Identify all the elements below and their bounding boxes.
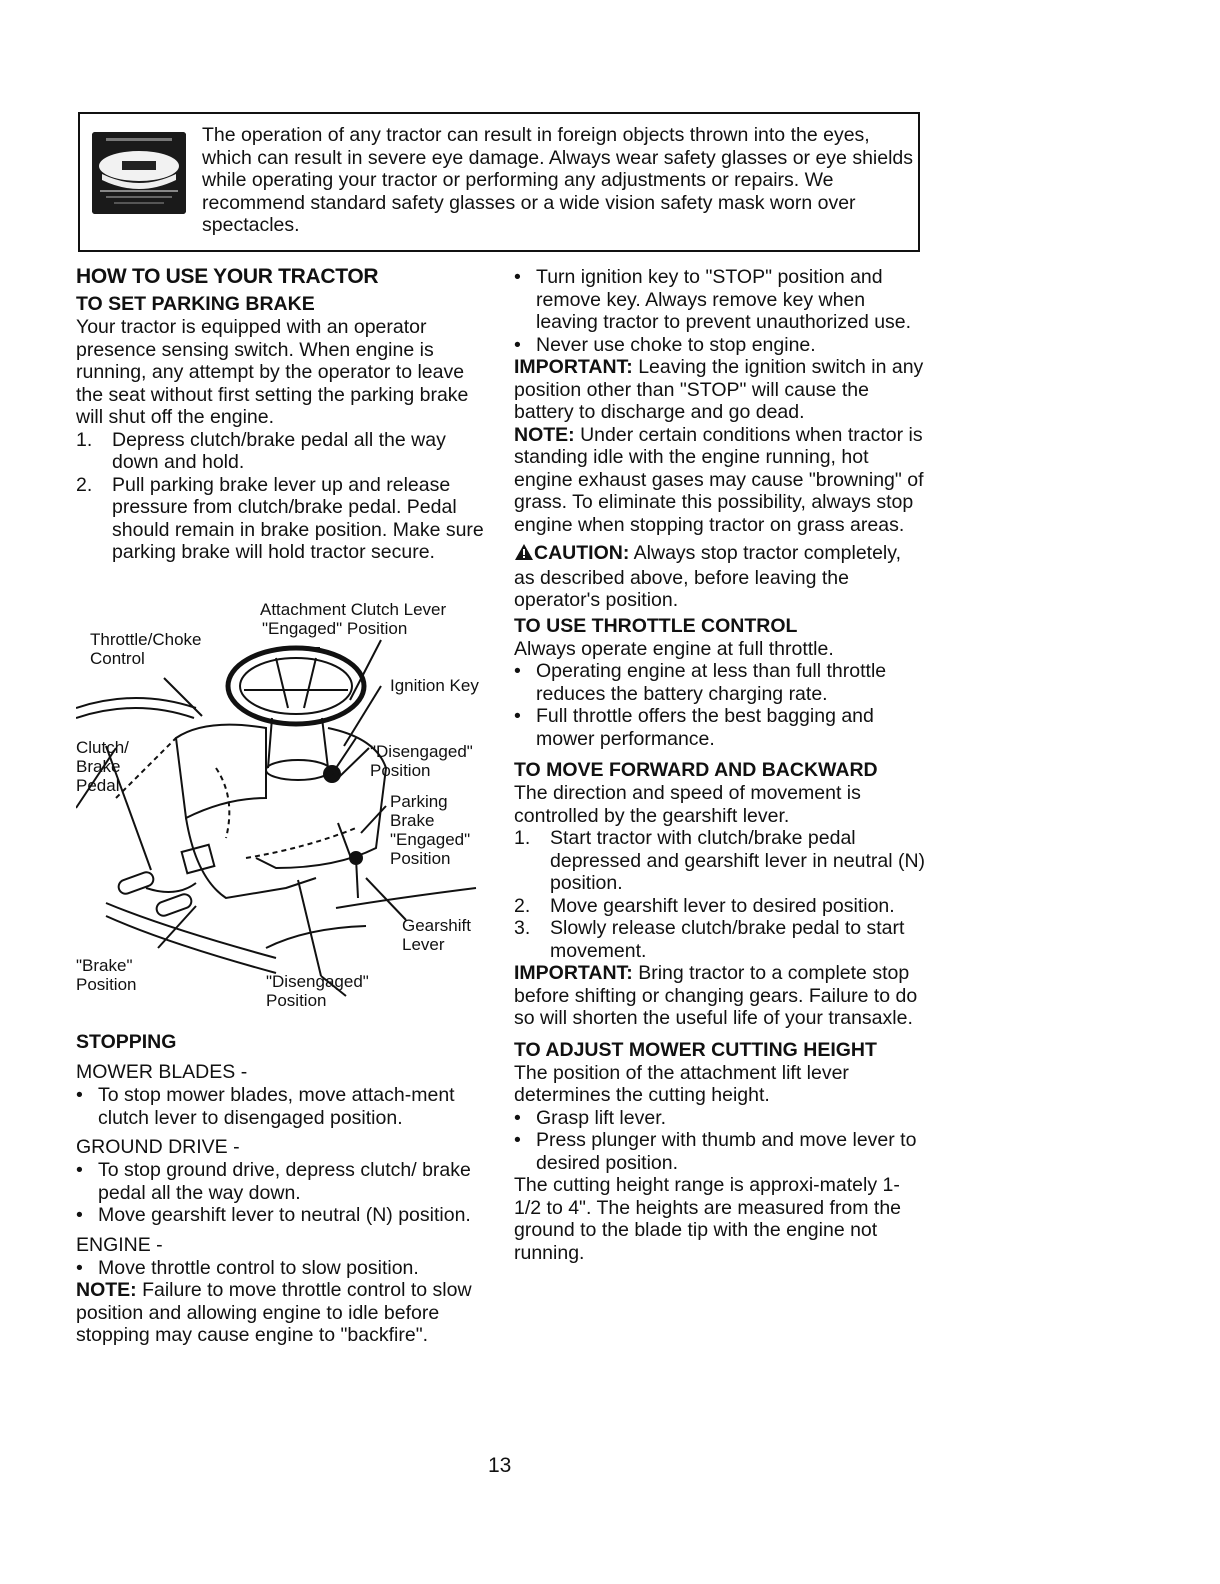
- parking-step-2: [76, 474, 486, 564]
- label-clutch-brake-pedal: Clutch/ Brake Pedal: [76, 738, 129, 795]
- note-browning: NOTE: Under certain conditions when tractor is standing idle with the engine running, hot engine exhaust gases may cause "browning" of grass. To eliminate this possibility, always stop engine when stopping tractor on grass areas.: [514, 423, 924, 536]
- bullet-item: • Full throttle offers the best bagging and mower performance.: [514, 705, 874, 750]
- safety-warning-box: [78, 112, 920, 252]
- step-text: Pull parking brake lever up and release pressure from clutch/brake pedal. Pedal should remain in brake position. Make sure parking brake will hold tractor secure.: [112, 473, 484, 563]
- throttle-heading: TO USE THROTTLE CONTROL: [514, 614, 798, 637]
- label-parking-brake: Parking Brake "Engaged" Position: [390, 792, 471, 868]
- right-column: [514, 266, 926, 1264]
- bullet-item: • Turn ignition key to "STOP" position and remove key. Always remove key when leaving tractor to prevent unauthorized use.: [514, 266, 912, 333]
- important-ignition: IMPORTANT: Leaving the ignition switch in any position other than "STOP" will cause the battery to discharge and go dead.: [514, 356, 924, 423]
- parking-brake-heading: TO SET PARKING BRAKE: [76, 293, 315, 315]
- cutting-height-heading: TO ADJUST MOWER CUTTING HEIGHT: [514, 1038, 877, 1061]
- stopping-section: [76, 1028, 486, 1347]
- move-step-3: 3. Slowly release clutch/brake pedal to start movement.: [514, 917, 905, 962]
- bullet-item: • Move throttle control to slow position.: [76, 1256, 419, 1279]
- safety-glasses-icon: [92, 132, 186, 214]
- move-heading: TO MOVE FORWARD AND BACKWARD: [514, 759, 878, 781]
- label-brake-position: "Brake" Position: [76, 956, 137, 994]
- parking-step-1: [76, 429, 486, 474]
- label-throttle-choke: Throttle/Choke Control: [90, 630, 202, 668]
- label-attachment-clutch: Attachment Clutch Lever "Engaged" Position: [260, 600, 447, 638]
- step-number: 2.: [76, 473, 93, 496]
- move-step-1: 1. Start tractor with clutch/brake pedal depressed and gearshift lever in neutral (N) position.: [514, 827, 926, 894]
- step-number: 1.: [76, 428, 93, 451]
- section-title: HOW TO USE YOUR TRACTOR: [76, 265, 379, 288]
- bullet-item: • Never use choke to stop engine.: [514, 333, 816, 356]
- mower-blades-heading: MOWER BLADES -: [76, 1061, 248, 1083]
- page-number: 13: [488, 1454, 512, 1477]
- bullet-item: • Operating engine at less than full throttle reduces the battery charging rate.: [514, 660, 887, 705]
- bullet-item: • To stop ground drive, depress clutch/ brake pedal all the way down.: [76, 1159, 471, 1204]
- tractor-controls-illustration: [76, 598, 500, 1018]
- bullet-item: • To stop mower blades, move attach-ment clutch lever to disengaged position.: [76, 1084, 455, 1129]
- cutting-intro: The position of the attachment lift lever determines the cutting height.: [514, 1061, 849, 1106]
- left-column: [76, 264, 486, 564]
- step-text: Depress clutch/brake pedal all the way down and hold.: [112, 428, 446, 473]
- safety-warning-text: The operation of any tractor can result in foreign objects thrown into the eyes, which can result in severe eye damage. Always wear safety glasses or eye shields while operating your tractor or performing any adjustments or repairs. We recommend standard safety glasses or a wide vision safety mask worn over spectacles.: [202, 124, 914, 236]
- stopping-heading: STOPPING: [76, 1031, 177, 1053]
- parking-brake-intro: Your tractor is equipped with an operator presence sensing switch. When engine is running, any attempt by the operator to leave the seat without first setting the parking brake will shut off the engine.: [76, 316, 469, 428]
- bullet-item: • Press plunger with thumb and move lever to desired position.: [514, 1129, 917, 1174]
- important-gears: IMPORTANT: Bring tractor to a complete stop before shifting or changing gears. Failure to do so will shorten the useful life of your transaxle.: [514, 962, 918, 1029]
- engine-heading: ENGINE -: [76, 1233, 163, 1256]
- label-ignition-key: Ignition Key: [390, 676, 479, 695]
- bullet-item: • Grasp lift lever.: [514, 1106, 667, 1129]
- ground-drive-heading: GROUND DRIVE -: [76, 1136, 240, 1158]
- bullet-item: • Move gearshift lever to neutral (N) position.: [76, 1204, 471, 1226]
- stopping-note: NOTE: Failure to move throttle control to slow position and allowing engine to idle before stopping may cause engine to "backfire".: [76, 1279, 472, 1346]
- label-disengaged-top: "Disengaged" Position: [370, 742, 473, 780]
- caution-notice: CAUTION: Always stop tractor completely, as described above, before leaving the operator's position.: [514, 542, 901, 611]
- cutting-outro: The cutting height range is approxi-mately 1-1/2 to 4". The heights are measured from the ground to the blade tip with the engine not running.: [514, 1174, 902, 1264]
- move-intro: The direction and speed of movement is controlled by the gearshift lever.: [514, 782, 861, 827]
- warning-triangle-icon: [514, 543, 534, 567]
- move-step-2: 2. Move gearshift lever to desired position.: [514, 894, 895, 917]
- label-gearshift-lever: Gearshift Lever: [402, 916, 471, 954]
- label-disengaged-bottom: "Disengaged" Position: [266, 972, 369, 1010]
- throttle-intro: Always operate engine at full throttle.: [514, 637, 834, 660]
